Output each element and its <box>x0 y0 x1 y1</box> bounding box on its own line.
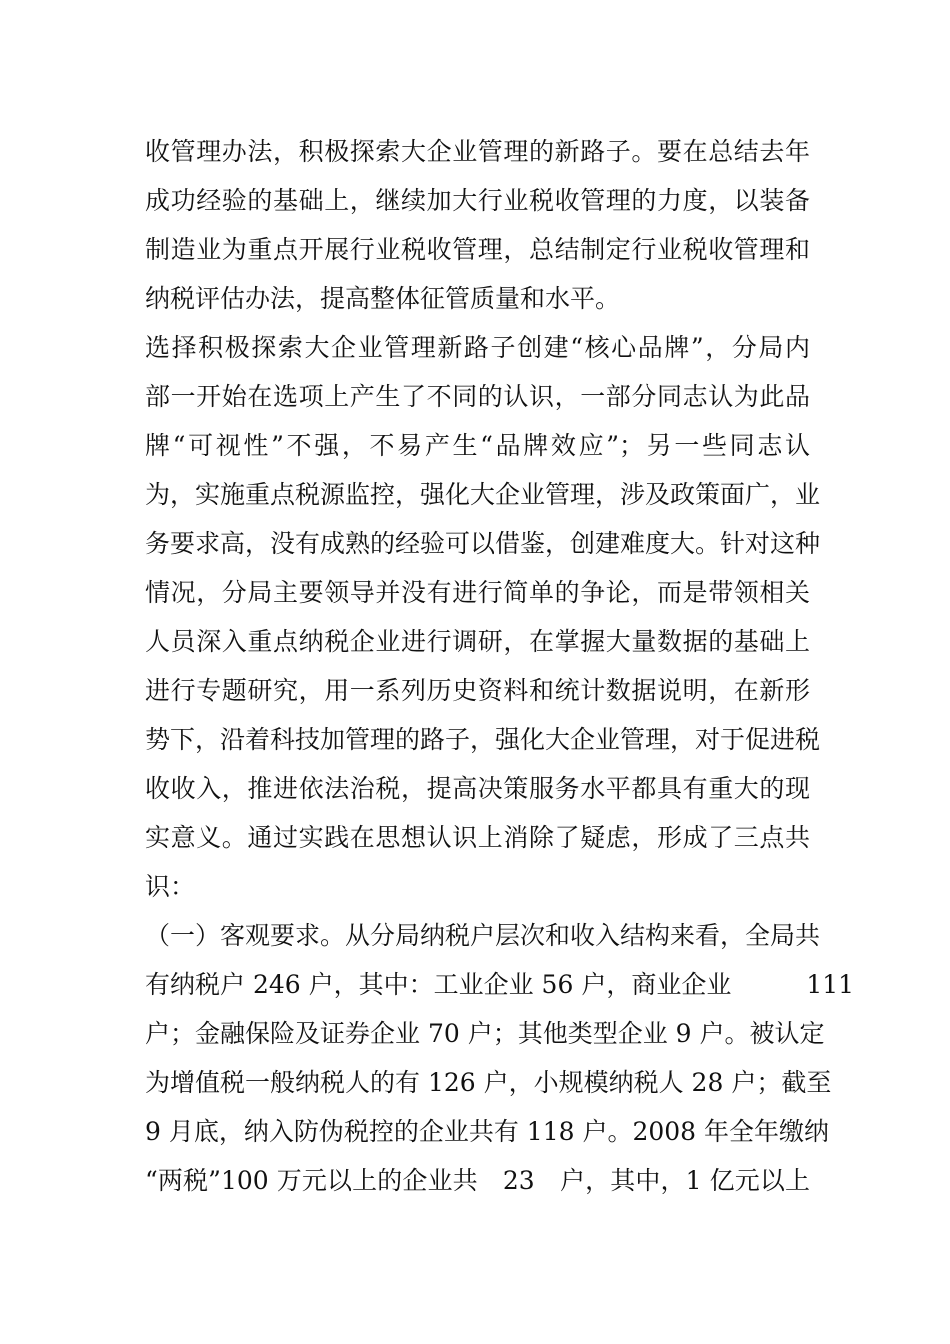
text-line: 实意义。通过实践在思想认识上消除了疑虑，形成了三点共 <box>145 823 810 852</box>
text-line: 人员深入重点纳税企业进行调研，在掌握大量数据的基础上 <box>145 627 810 656</box>
text-line: （一）客观要求。从分局纳税户层次和收入结构来看，全局共 <box>145 921 821 950</box>
text-line: 进行专题研究，用一系列历史资料和统计数据说明，在新形 <box>145 676 810 705</box>
text-line: “两税”100 万元以上的企业共 23 户，其中，1 亿元以上 <box>145 1166 810 1195</box>
text-line: 户；金融保险及证券企业 70 户；其他类型企业 9 户。被认定 <box>145 1019 825 1048</box>
text-line: 有纳税户 246 户，其中：工业企业 56 户，商业企业 111 <box>145 970 855 999</box>
text-line: 制造业为重点开展行业税收管理，总结制定行业税收管理和 <box>145 235 810 264</box>
text-line: 收管理办法，积极探索大企业管理的新路子。要在总结去年 <box>145 137 810 166</box>
text-line: 识： <box>145 872 196 901</box>
text-line: 势下，沿着科技加管理的路子，强化大企业管理，对于促进税 <box>145 725 821 754</box>
text-line: 9 月底，纳入防伪税控的企业共有 118 户。2008 年全年缴纳 <box>145 1117 830 1146</box>
text-line: 纳税评估办法，提高整体征管质量和水平。 <box>145 284 621 313</box>
text-line: 情况，分局主要领导并没有进行简单的争论，而是带领相关 <box>145 578 810 607</box>
text-line: 收收入，推进依法治税，提高决策服务水平都具有重大的现 <box>145 774 810 803</box>
text-line: 成功经验的基础上，继续加大行业税收管理的力度，以装备 <box>145 186 810 215</box>
text-line: 部一开始在选项上产生了不同的认识，一部分同志认为此品 <box>145 382 810 411</box>
text-line: 为增值税一般纳税人的有 126 户，小规模纳税人 28 户；截至 <box>145 1068 832 1097</box>
text-line: 牌“可视性”不强，不易产生“品牌效应”；另一些同志认 <box>145 431 810 460</box>
document-body <box>145 127 855 1205</box>
text-line: 为，实施重点税源监控，强化大企业管理，涉及政策面广，业 <box>145 480 821 509</box>
text-line: 选择积极探索大企业管理新路子创建“核心品牌”，分局内 <box>145 333 810 362</box>
text-line: 务要求高，没有成熟的经验可以借鉴，创建难度大。针对这种 <box>145 529 821 558</box>
